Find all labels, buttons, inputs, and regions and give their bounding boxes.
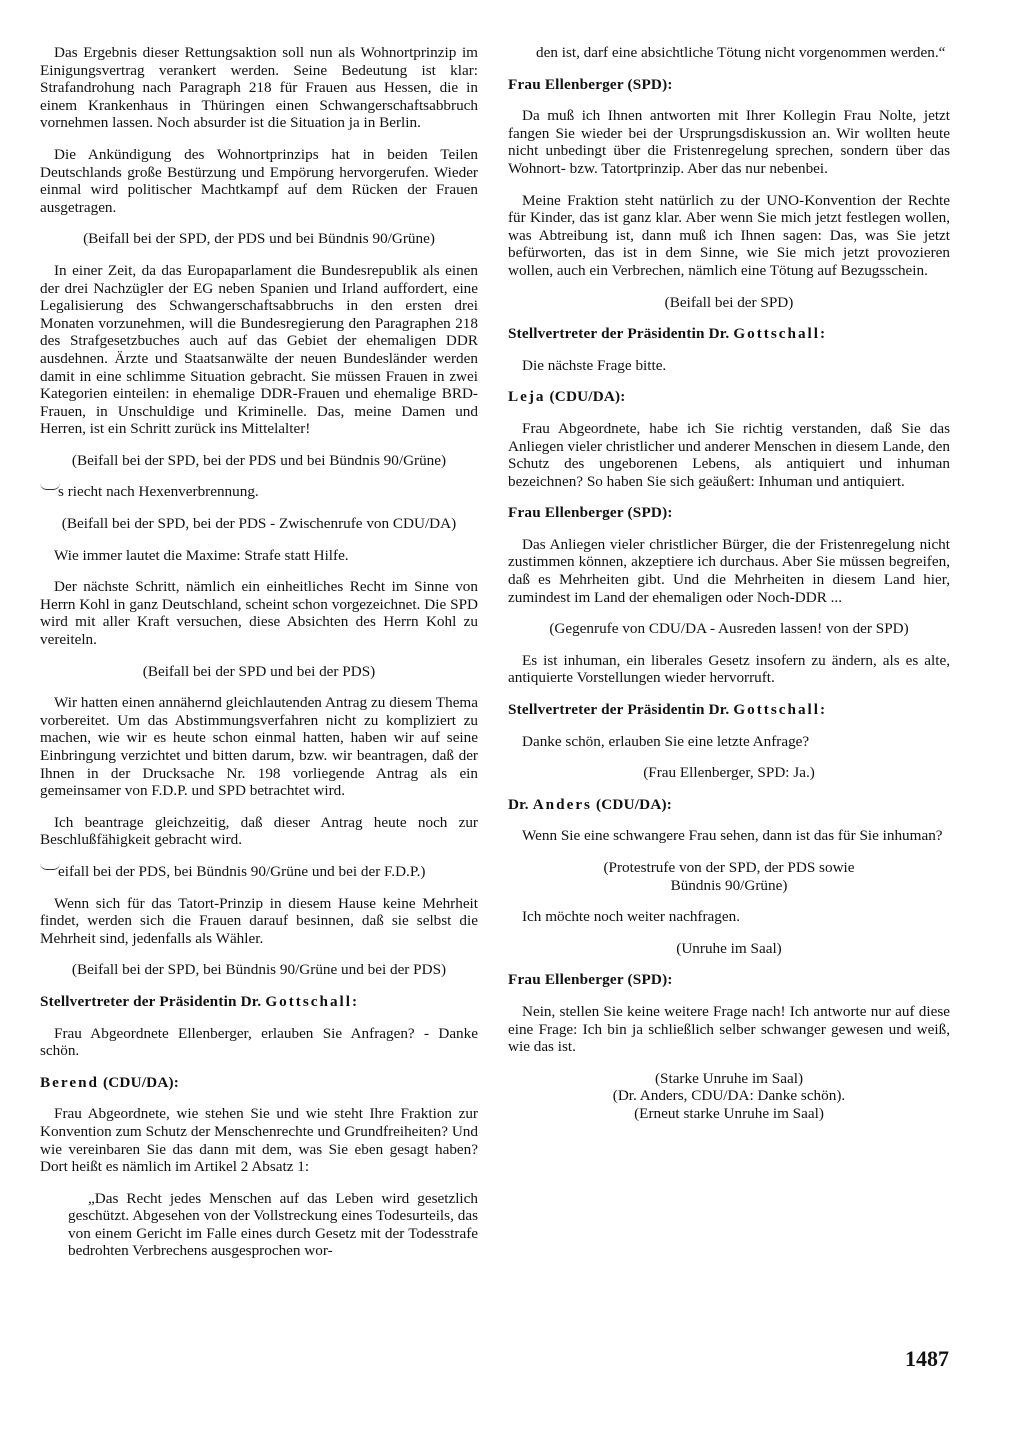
applause-note: (Beifall bei der SPD, bei der PDS und bei Bündnis 90/Grüne) — [71, 451, 447, 469]
speaker-name: Leja — [508, 388, 546, 406]
speaker-role: Stellvertreter der Präsidentin Dr. — [508, 701, 734, 719]
speaker-party: (CDU/DA): — [545, 388, 626, 406]
paragraph: Wenn sich für das Tatort-Prinzip in diesem Hause keine Mehrheit findet, werden sich die Frauen darauf besinnen, daß sie selbst die Mehrheit sind, jedenfalls als Wähler. — [40, 894, 478, 947]
speaker-name: Berend — [40, 1073, 99, 1091]
speaker-title: Dr. — [508, 795, 533, 813]
paragraph: Wir hatten einen annähernd gleichlautenden Antrag zu diesem Thema vorbereitet. Um das Abstimmungsverfahren nicht zu kompliziert zu machen, wie wir es heute schon einmal hatten, haben wir auf seine Einbringung verzichtet und bitten darum, bzw. wir beantragen, daß der Ihnen in der Drucksache Nr. 198 vorliegende Antrag als ein gemeinsamer von F.D.P. und SPD betrachtet wird. — [40, 694, 478, 800]
speaker-heading — [508, 796, 950, 814]
speaker-heading: Frau Ellenberger (SPD): — [508, 75, 673, 93]
note-text: eifall bei der PDS, bei Bündnis 90/Grüne und bei der F.D.P.) — [58, 862, 426, 880]
applause-note: (Beifall bei der SPD, bei der PDS - Zwischenrufe von CDU/DA) — [61, 515, 457, 533]
paragraph: Da muß ich Ihnen antworten mit Ihrer Kollegin Frau Nolte, jetzt fangen Sie wieder bei der Ursprungsdiskussion an. Wir wollten heute nicht unbedingt über die Fristenregelung sprechen, sondern über das Wohnort- bzw. Tatortprinzip. Aber das nur nebenbei. — [508, 107, 950, 177]
interjection-note: (Frau Ellenberger, SPD: Ja.) — [643, 764, 815, 782]
paragraph: Frau Abgeordnete, wie stehen Sie und wie steht Ihre Fraktion zur Konvention zum Schutz der Menschenrechte und Grundfreiheiten? Und wie vereinbaren Sie das dann mit dem, was Sie eben gesagt haben? Dort heißt es nämlich im Artikel 2 Absatz 1: — [40, 1105, 478, 1176]
speaker-role: Stellvertreter der Präsidentin Dr. — [508, 325, 734, 343]
right-column — [508, 44, 950, 1137]
quotation-continued: den ist, darf eine absichtliche Tötung nicht vorgenommen werden.“ — [536, 44, 946, 61]
speaker-party: (CDU/DA): — [98, 1073, 180, 1091]
speaker-heading — [40, 1074, 478, 1092]
paragraph: Frau Abgeordnete, habe ich Sie richtig verstanden, daß Sie das Anliegen vieler christlicher und anderer Menschen in diesem Lande, den Schutz des ungeborenen Lebens, als antiquiert und inhuman bezeichnen? So haben Sie sich geäußert: Inhuman und antiquiert. — [508, 419, 950, 490]
applause-note: (Beifall bei der SPD, der PDS und bei Bündnis 90/Grüne) — [83, 230, 435, 248]
speaker-role: Stellvertreter der Präsidentin Dr. — [40, 992, 266, 1010]
speaker-name: Gottschall: — [733, 325, 828, 343]
margin-mark — [40, 863, 60, 870]
paragraph: Nein, stellen Sie keine weitere Frage nach! Ich antworte nur auf diese eine Frage: Ich bin ja schließlich selber schwanger gewesen und weiß, wie das ist. — [508, 1002, 950, 1056]
paragraph: Danke schön, erlauben Sie eine letzte Anfrage? — [522, 732, 810, 750]
paragraph: Wie immer lautet die Maxime: Strafe statt Hilfe. — [54, 546, 349, 564]
paragraph: Frau Abgeordnete Ellenberger, erlauben Sie Anfragen? - Danke schön. — [40, 1024, 478, 1060]
interjection-note: (Gegenrufe von CDU/DA - Ausreden lassen! von der SPD) — [549, 620, 909, 638]
speaker-name: Gottschall: — [733, 701, 828, 719]
speaker-name: Gottschall: — [265, 992, 360, 1010]
applause-note: (Beifall bei der SPD und bei der PDS) — [142, 662, 376, 680]
paragraph: Es ist inhuman, ein liberales Gesetz insofern zu ändern, als es alte, antiquierte Vorstellungen wieder hervorruft. — [508, 651, 950, 687]
applause-note: (Beifall bei der SPD, bei Bündnis 90/Grüne und bei der PDS) — [71, 961, 447, 979]
speaker-heading: Frau Ellenberger (SPD): — [508, 504, 673, 522]
interjection-note: (Unruhe im Saal) — [676, 939, 782, 957]
paragraph: Meine Fraktion steht natürlich zu der UNO-Konvention der Rechte für Kinder, das ist ganz klar. Aber wenn Sie mich jetzt festlegen wollen, was Abtreibung ist, dann muß ich Ihnen sagen: Das, was Sie jetzt befürworten, das ist in dem Sinne, wie Sie mich jetzt provozieren wollen, auch ein Verbrechen, nämlich eine Tötung auf Bezugsschein. — [508, 191, 950, 279]
paragraph: Die nächste Frage bitte. — [522, 356, 667, 374]
interjection-note: (Dr. Anders, CDU/DA: Danke schön). — [612, 1087, 846, 1105]
paragraph: In einer Zeit, da das Europaparlament die Bundesrepublik als einen der drei Nachzügler der EG neben Spanien und Irland auffordert, eine Legalisierung des Schwangerschaftsabbruchs in den ersten drei Monaten vorzunehmen, will die Bundesregierung den Paragraphen 218 des Strafgesetzbuches auch auf das Gebiet der ehemaligen DDR ausdehnen. Ärzte und Staatsanwälte der neuen Bundesländer werden damit in eine schlimme Situation gebracht. Sie müssen Frauen in zwei Kategorien einteilen: in ehemalige DDR-Frauen und ehemalige BRD-Frauen, in Unschuldige und Kriminelle. Das, meine Damen und Herren, ist ein Schritt zurück ins Mittelalter! — [40, 261, 478, 438]
applause-note: (Beifall bei der SPD) — [664, 293, 794, 311]
speaker-heading — [40, 993, 478, 1011]
interjection-note: Bündnis 90/Grüne) — [670, 876, 788, 894]
interjection-note: (Erneut starke Unruhe im Saal) — [634, 1104, 824, 1122]
paragraph-text: s riecht nach Hexenverbrennung. — [58, 483, 259, 501]
speaker-heading: Frau Ellenberger (SPD): — [508, 971, 673, 989]
page-number: 1487 — [905, 1346, 949, 1371]
paragraph: Das Ergebnis dieser Rettungsaktion soll nun als Wohnortprinzip im Einigungsvertrag verankert werden. Seine Bedeutung ist klar: Strafandrohung nach Paragraph 218 für Frauen aus Hessen, die in einem Krankenhaus in Thüringen einen Schwangerschaftsabbruch vornehmen lassen. Noch absurder ist die Situation ja in Berlin. — [40, 44, 478, 132]
applause-note — [40, 863, 478, 881]
paragraph: Die Ankündigung des Wohnortprinzips hat in beiden Teilen Deutschlands große Bestürzung und Empörung hervorgerufen. Wieder einmal wird politischer Machtkampf auf dem Rücken der Frauen ausgetragen. — [40, 145, 478, 216]
interjection-note: (Protestrufe von der SPD, der PDS sowie — [603, 859, 855, 876]
speaker-name: Anders — [532, 795, 592, 813]
left-column — [40, 44, 478, 1274]
speaker-heading — [508, 325, 950, 343]
paragraph — [40, 483, 478, 501]
paragraph: Ich beantrage gleichzeitig, daß dieser Antrag heute noch zur Beschlußfähigkeit gebracht wird. — [40, 813, 478, 849]
quotation: „Das Recht jedes Menschen auf das Leben wird gesetzlich geschützt. Abgesehen von der Vollstreckung eines Todesurteils, das von einem Gericht im Falle eines durch Gesetz mit der Todesstrafe bedrohten Verbrechens ausgesprochen wor- — [68, 1189, 478, 1260]
interjection-note: (Starke Unruhe im Saal) — [654, 1069, 804, 1087]
margin-mark — [40, 483, 60, 490]
paragraph: Wenn Sie eine schwangere Frau sehen, dann ist das für Sie inhuman? — [522, 827, 943, 845]
speaker-heading — [508, 388, 950, 406]
paragraph: Ich möchte noch weiter nachfragen. — [522, 908, 741, 926]
paragraph: Das Anliegen vieler christlicher Bürger, die der Fristenregelung nicht zustimmen können, akzeptiere ich durchaus. Aber Sie müssen begreifen, daß es Mehrheiten gibt. Und die Mehrheiten in diesem Land hier, zumindest im Land der ehemaligen oder Noch-DDR ... — [508, 535, 950, 606]
paragraph: Der nächste Schritt, nämlich ein einheitliches Recht im Sinne von Herrn Kohl in ganz Deutschland, scheint schon vorgezeichnet. Die SPD wird mit aller Kraft versuchen, diese Absichten des Herrn Kohl zu vereiteln. — [40, 578, 478, 649]
speaker-heading — [508, 701, 950, 719]
speaker-party: (CDU/DA): — [591, 795, 673, 813]
